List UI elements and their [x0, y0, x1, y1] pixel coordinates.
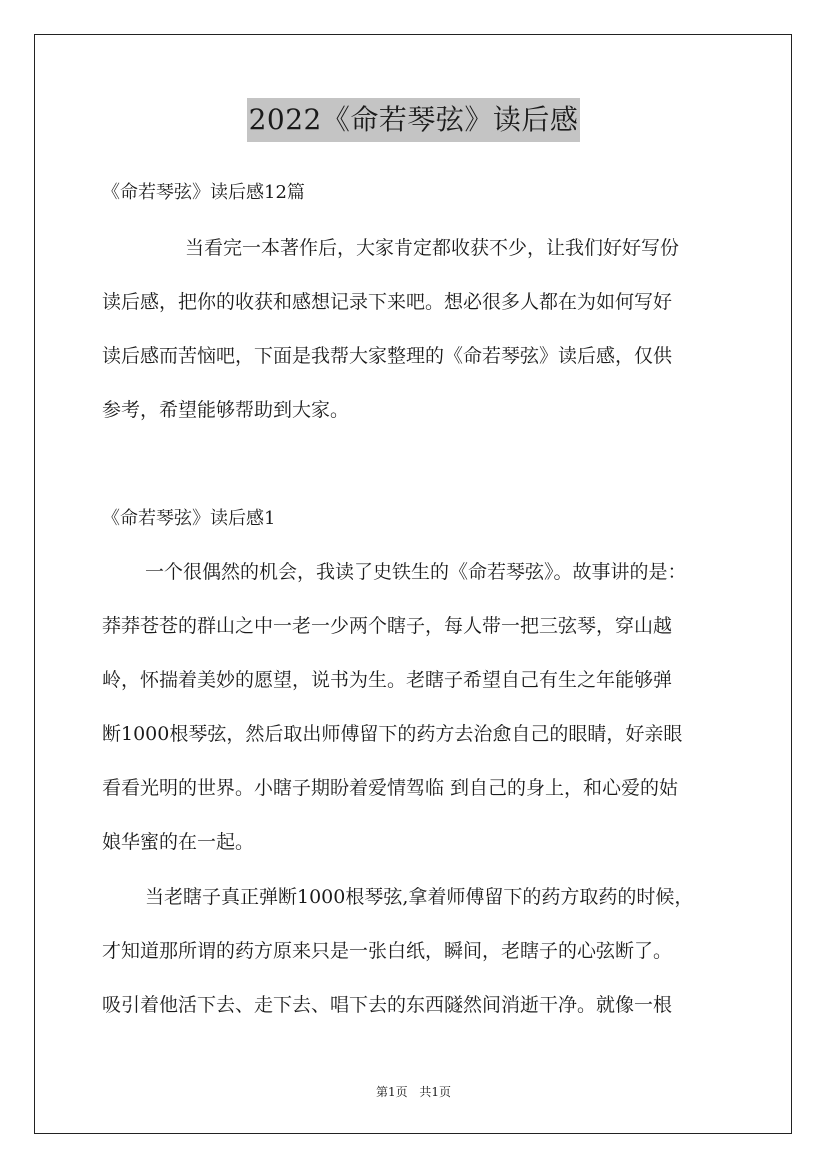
para1-line-2: 莽莽苍苍的群山之中一老一少两个瞎子，每人带一把三弦琴，穿山越 — [102, 615, 673, 637]
para1-line-4: 断1000根琴弦，然后取出师傅留下的药方去治愈自己的眼睛，好亲眼 — [102, 723, 683, 745]
title-container — [0, 98, 827, 142]
page-total: 共1页 — [419, 1085, 452, 1099]
para2-line-2: 才知道那所谓的药方原来只是一张白纸，瞬间，老瞎子的心弦断了。 — [102, 940, 673, 962]
section-heading-1: 《命若琴弦》读后感1 — [102, 508, 276, 529]
para1-line-5: 看看光明的世界。小瞎子期盼着爱情驾临 到自己的身上，和心爱的姑 — [102, 777, 679, 799]
document-subtitle: 《命若琴弦》读后感12篇 — [102, 182, 305, 203]
intro-line-3: 读后感而苦恼吧，下面是我帮大家整理的《命若琴弦》读后感，仅供 — [102, 345, 673, 367]
page-number: 第1页 — [375, 1085, 408, 1099]
document-title: 2022《命若琴弦》读后感 — [247, 98, 581, 142]
para1-line-3: 岭，怀揣着美妙的愿望，说书为生。老瞎子希望自己有生之年能够弹 — [102, 669, 673, 691]
page-footer — [0, 1084, 827, 1100]
para1-line-1: 一个很偶然的机会，我读了史铁生的《命若琴弦》。故事讲的是： — [145, 561, 687, 583]
para2-line-1: 当老瞎子真正弹断1000根琴弦,拿着师傅留下的药方取药的时候， — [145, 886, 694, 908]
intro-line-1: 当看完一本著作后，大家肯定都收获不少，让我们好好写份 — [185, 237, 680, 259]
para1-line-6: 娘华蜜的在一起。 — [102, 831, 255, 853]
intro-line-4: 参考，希望能够帮助到大家。 — [102, 399, 350, 421]
intro-line-2: 读后感，把你的收获和感想记录下来吧。想必很多人都在为如何写好 — [102, 291, 673, 313]
para2-line-3: 吸引着他活下去、走下去、唱下去的东西隧然间消逝干净。就像一根 — [102, 994, 673, 1016]
